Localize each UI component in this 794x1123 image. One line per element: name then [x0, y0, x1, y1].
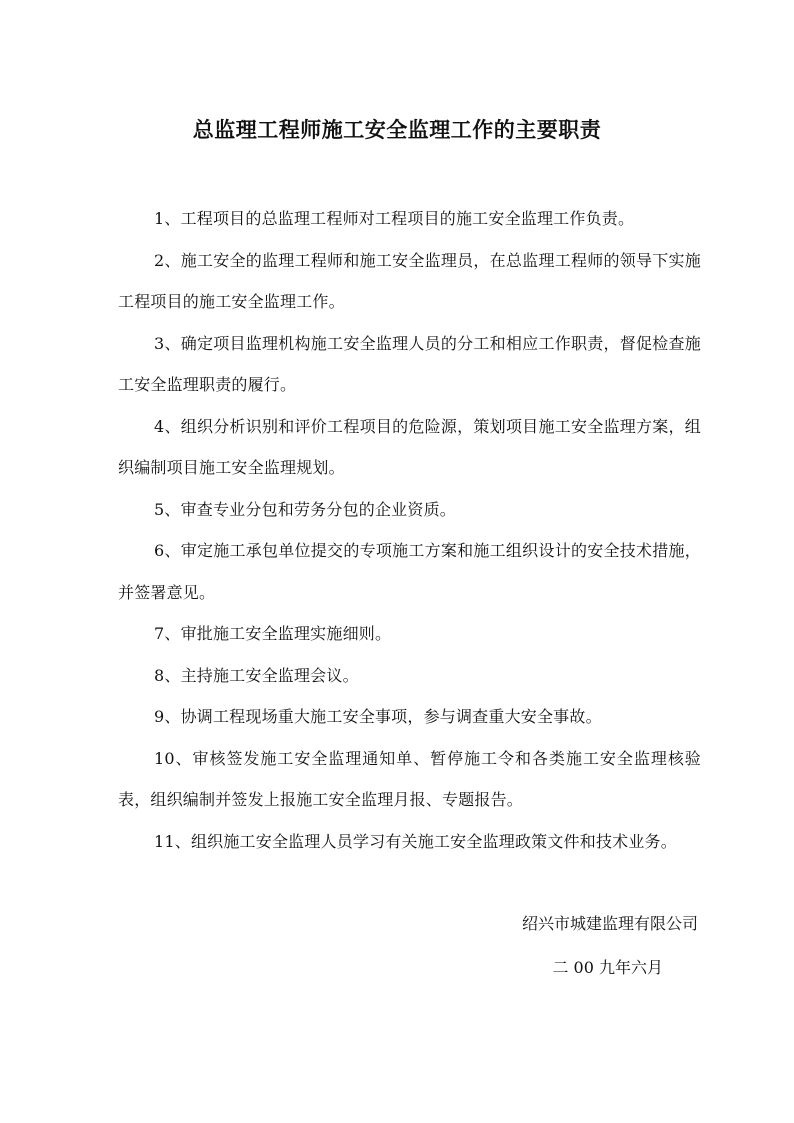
list-item: 4、组织分析识别和评价工程项目的危险源，策划项目施工安全监理方案，组织编制项目施工安全监理规划。: [118, 416, 701, 477]
list-item: 7、审批施工安全监理实施细则。: [154, 624, 392, 643]
company-signature: 绍兴市城建监理有限公司: [521, 914, 698, 933]
list-item: 9、协调工程现场重大施工安全事项，参与调查重大安全事故。: [154, 707, 602, 726]
list-item: 6、审定施工承包单位提交的专项施工方案和施工组织设计的安全技术措施，并签署意见。: [118, 541, 701, 602]
responsibilities-list: [118, 198, 701, 862]
list-item: 5、审查专业分包和劳务分包的企业资质。: [154, 499, 456, 519]
document-date: 二 00 九年六月: [552, 958, 663, 977]
document-title: 总监理工程师施工安全监理工作的主要职责: [192, 117, 602, 142]
list-item: 3、确定项目监理机构施工安全监理人员的分工和相应工作职责，督促检查施工安全监理职责的履行。: [118, 333, 701, 394]
list-item: 11、组织施工安全监理人员学习有关施工安全监理政策文件和技术业务。: [154, 831, 677, 851]
list-item: 10、审核签发施工安全监理通知单、暂停施工令和各类施工安全监理核验表，组织编制并签发上报施工安全监理月报、专题报告。: [118, 748, 701, 809]
list-item: 2、施工安全的监理工程师和施工安全监理员，在总监理工程师的领导下实施工程项目的施工安全监理工作。: [118, 250, 701, 311]
list-item: 8、主持施工安全监理会议。: [154, 665, 359, 685]
list-item: 1、工程项目的总监理工程师对工程项目的施工安全监理工作负责。: [154, 209, 635, 228]
